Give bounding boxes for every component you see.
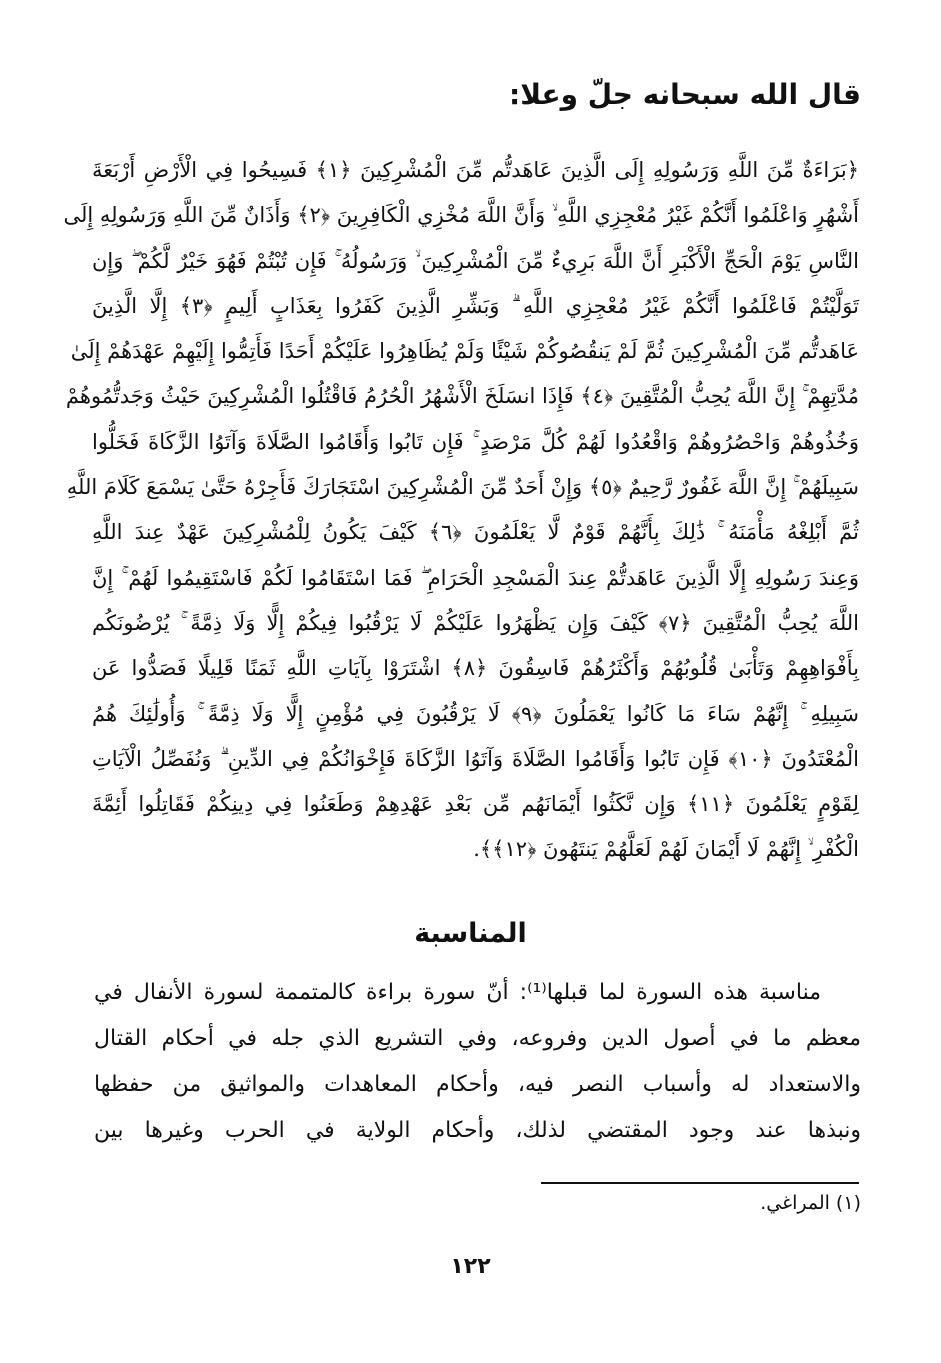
page-number: ١٢٢ <box>450 1254 491 1279</box>
footnote: (١) المراغي. <box>760 1192 861 1214</box>
quran-line: عَاهَدتُّم مِّنَ الْمُشْرِكِينَ ثُمَّ لَمْ يَنقُصُوكُمْ شَيْئًا وَلَمْ يُظَاهِرُوا عَلَيْكُمْ أَحَدًا فَأَتِمُّوا إِلَيْهِمْ عَهْدَهُمْ إِلَىٰ <box>70 339 859 364</box>
quran-line: وَعِندَ رَسُولِهِ إِلَّا الَّذِينَ عَاهَدتُّمْ عِندَ الْمَسْجِدِ الْحَرَامِ ۖ فَمَا اسْتَقَامُوا لَكُمْ فَاسْتَقِيمُوا لَهُمْ ۚ إِنَّ <box>92 565 859 590</box>
quran-line: سَبِيلِهِ ۚ إِنَّهُمْ سَاءَ مَا كَانُوا يَعْمَلُونَ ﴿٩﴾ لَا يَرْقُبُونَ فِي مُؤْمِنٍ إِلًّا وَلَا ذِمَّةً ۚ وَأُولَٰئِكَ هُمُ <box>92 701 859 726</box>
quran-passage <box>63 148 860 873</box>
quran-line: تَوَلَّيْتُمْ فَاعْلَمُوا أَنَّكُمْ غَيْرُ مُعْجِزِي اللَّهِ ۗ وَبَشِّرِ الَّذِينَ كَفَرُوا بِعَذَابٍ أَلِيمٍ ﴿٣﴾ إِلَّا الَّذِينَ <box>92 293 859 318</box>
quran-line: لِقَوْمٍ يَعْلَمُونَ ﴿١١﴾ وَإِن نَّكَثُوا أَيْمَانَهُم مِّن بَعْدِ عَهْدِهِمْ وَطَعَنُوا فِي دِينِكُمْ فَقَاتِلُوا أَئِمَّةَ <box>92 792 859 817</box>
quran-line: مُدَّتِهِمْ ۚ إِنَّ اللَّهَ يُحِبُّ الْمُتَّقِينَ ﴿٤﴾ فَإِذَا انسَلَخَ الْأَشْهُرُ الْحُرُمُ فَاقْتُلُوا الْمُشْرِكِينَ حَيْثُ وَجَدتُّمُوهُمْ <box>65 384 859 409</box>
quran-line: ثُمَّ أَبْلِغْهُ مَأْمَنَهُ ۚ ذَٰلِكَ بِأَنَّهُمْ قَوْمٌ لَّا يَعْلَمُونَ ﴿٦﴾ كَيْفَ يَكُونُ لِلْمُشْرِكِينَ عَهْدٌ عِندَ اللَّهِ <box>92 520 860 545</box>
quran-line: الْمُعْتَدُونَ ﴿١٠﴾ فَإِن تَابُوا وَأَقَامُوا الصَّلَاةَ وَآتَوُا الزَّكَاةَ فَإِخْوَانُكُمْ فِي الدِّينِ ۗ وَنُفَصِّلُ الْآيَاتِ <box>92 746 859 771</box>
quran-line: اللَّهَ يُحِبُّ الْمُتَّقِينَ ﴿٧﴾ كَيْفَ وَإِن يَظْهَرُوا عَلَيْكُمْ لَا يَرْقُبُوا فِيكُمْ إِلًّا وَلَا ذِمَّةً ۚ يُرْضُونَكُم <box>92 610 860 635</box>
quran-line: أَشْهُرٍ وَاعْلَمُوا أَنَّكُمْ غَيْرُ مُعْجِزِي اللَّهِ ۙ وَأَنَّ اللَّهَ مُخْزِي الْكَافِرِينَ ﴿٢﴾ وَأَذَانٌ مِّنَ اللَّهِ وَرَسُولِهِ إِلَى <box>63 203 859 228</box>
page-heading: قال الله سبحانه جلّ وعلا: <box>509 78 861 111</box>
section-title: المناسبة <box>414 918 527 949</box>
prose-paragraph <box>94 970 861 1154</box>
prose-line: ونبذها عند وجود المقتضي لذلك، وأحكام الولاية في الحرب وغيرها بين <box>94 1118 861 1143</box>
quran-line: النَّاسِ يَوْمَ الْحَجِّ الْأَكْبَرِ أَنَّ اللَّهَ بَرِيءٌ مِّنَ الْمُشْرِكِينَ ۙ وَرَسُولُهُ ۚ فَإِن تُبْتُمْ فَهُوَ خَيْرٌ لَّكُمْ ۖ وَإِن <box>92 248 859 273</box>
prose-line: معظم ما في أصول الدين وفروعه، وفي التشريع الذي جله في أحكام القتال <box>94 1026 861 1051</box>
quran-line: بِأَفْوَاهِهِمْ وَتَأْبَىٰ قُلُوبُهُمْ وَأَكْثَرُهُمْ فَاسِقُونَ ﴿٨﴾ اشْتَرَوْا بِآيَاتِ اللَّهِ ثَمَنًا قَلِيلًا فَصَدُّوا عَن <box>92 656 859 681</box>
quran-line: الْكُفْرِ ۙ إِنَّهُمْ لَا أَيْمَانَ لَهُمْ لَعَلَّهُمْ يَنتَهُونَ ﴿١٢﴾﴾. <box>473 837 859 862</box>
prose-line: مناسبة هذه السورة لما قبلها⁽¹⁾: أنّ سورة براءة كالمتممة لسورة الأنفال في <box>94 980 821 1005</box>
quran-line: سَبِيلَهُمْ ۚ إِنَّ اللَّهَ غَفُورٌ رَّحِيمٌ ﴿٥﴾ وَإِنْ أَحَدٌ مِّنَ الْمُشْرِكِينَ اسْتَجَارَكَ فَأَجِرْهُ حَتَّىٰ يَسْمَعَ كَلَامَ اللَّهِ <box>66 475 859 500</box>
footnote-divider <box>541 1182 859 1184</box>
quran-line: ﴿بَرَاءَةٌ مِّنَ اللَّهِ وَرَسُولِهِ إِلَى الَّذِينَ عَاهَدتُّم مِّنَ الْمُشْرِكِينَ ﴿١﴾ فَسِيحُوا فِي الْأَرْضِ أَرْبَعَةَ <box>92 158 860 182</box>
quran-line: وَخُذُوهُمْ وَاحْصُرُوهُمْ وَاقْعُدُوا لَهُمْ كُلَّ مَرْصَدٍ ۚ فَإِن تَابُوا وَأَقَامُوا الصَّلَاةَ وَآتَوُا الزَّكَاةَ فَخَلُّوا <box>92 429 859 454</box>
prose-line: والاستعداد له وأسباب النصر فيه، وأحكام المعاهدات والمواثيق من حفظها <box>94 1072 861 1097</box>
